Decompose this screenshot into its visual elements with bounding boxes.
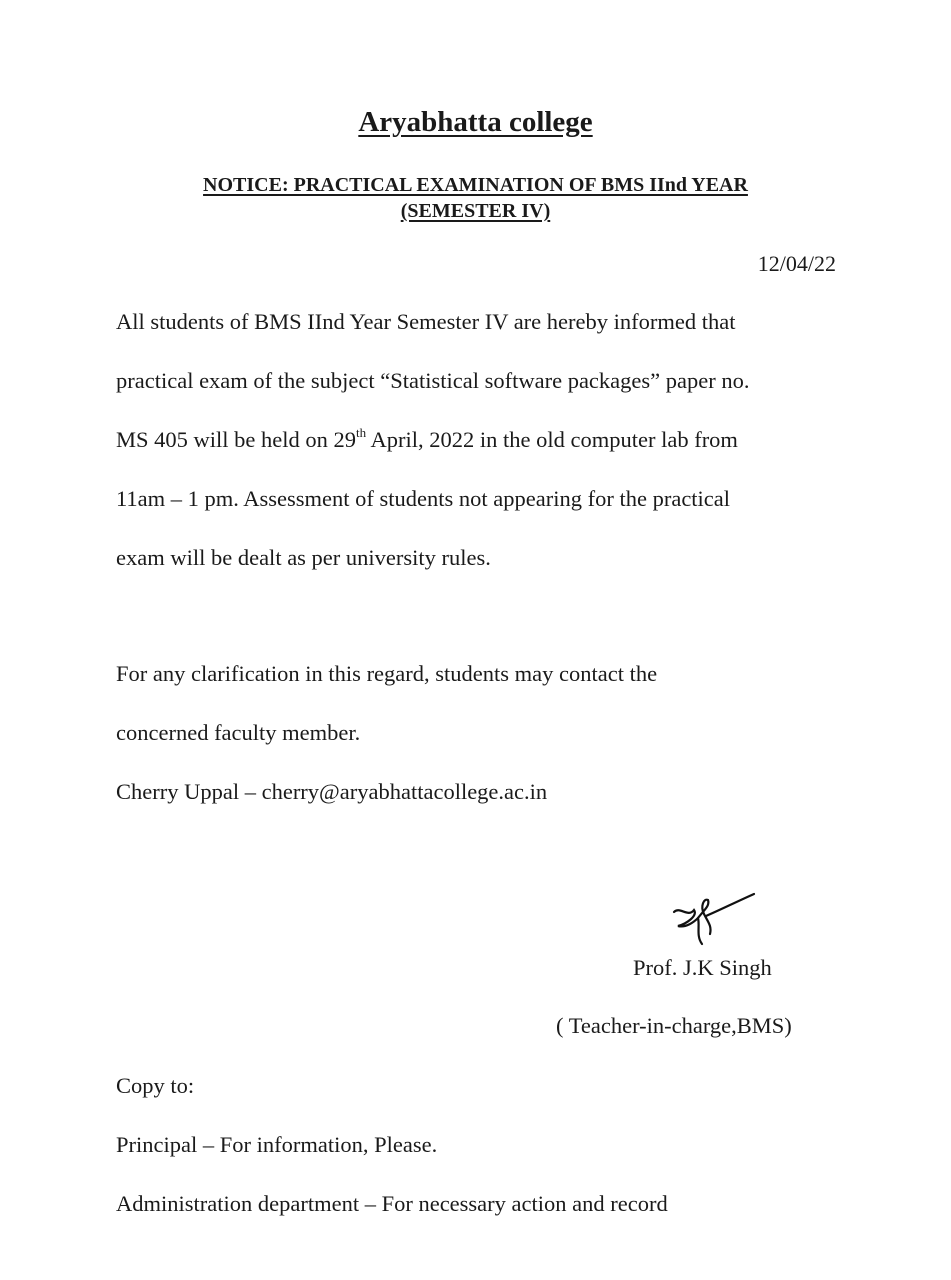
copy-to-label: Copy to: <box>116 1073 195 1098</box>
body-line-5: exam will be dealt as per university rules. <box>116 545 491 570</box>
copy-to-item: Principal – For information, Please. <box>116 1132 438 1157</box>
body-line-3 <box>116 427 738 453</box>
body-line-2: practical exam of the subject “Statistical software packages” paper no. <box>116 368 750 393</box>
contact-line: Cherry Uppal – cherry@aryabhattacollege.ac.in <box>116 779 548 804</box>
notice-heading-line2: (SEMESTER IV) <box>400 200 551 222</box>
clarification-line-2: concerned faculty member. <box>116 720 361 745</box>
notice-heading-line1: NOTICE: PRACTICAL EXAMINATION OF BMS IInd YEAR <box>203 174 748 196</box>
body-line-3-end: April, 2022 in the old computer lab from <box>366 427 738 452</box>
ordinal-suffix: th <box>356 425 367 440</box>
college-title: Aryabhatta college <box>358 106 593 138</box>
notice-date: 12/04/22 <box>757 251 836 276</box>
body-line-4: 11am – 1 pm. Assessment of students not appearing for the practical <box>116 486 731 511</box>
copy-to-item: Administration department – For necessary action and record <box>116 1191 668 1216</box>
body-line-1: All students of BMS IInd Year Semester IV are hereby informed that <box>116 309 736 334</box>
signatory-role: ( Teacher-in-charge,BMS) <box>556 1013 792 1038</box>
body-line-3-start: MS 405 will be held on 29 <box>116 427 356 452</box>
clarification-line-1: For any clarification in this regard, students may contact the <box>116 661 658 686</box>
signatory-name: Prof. J.K Singh <box>633 955 772 980</box>
handwritten-signature <box>668 892 760 950</box>
notice-heading <box>0 172 951 224</box>
